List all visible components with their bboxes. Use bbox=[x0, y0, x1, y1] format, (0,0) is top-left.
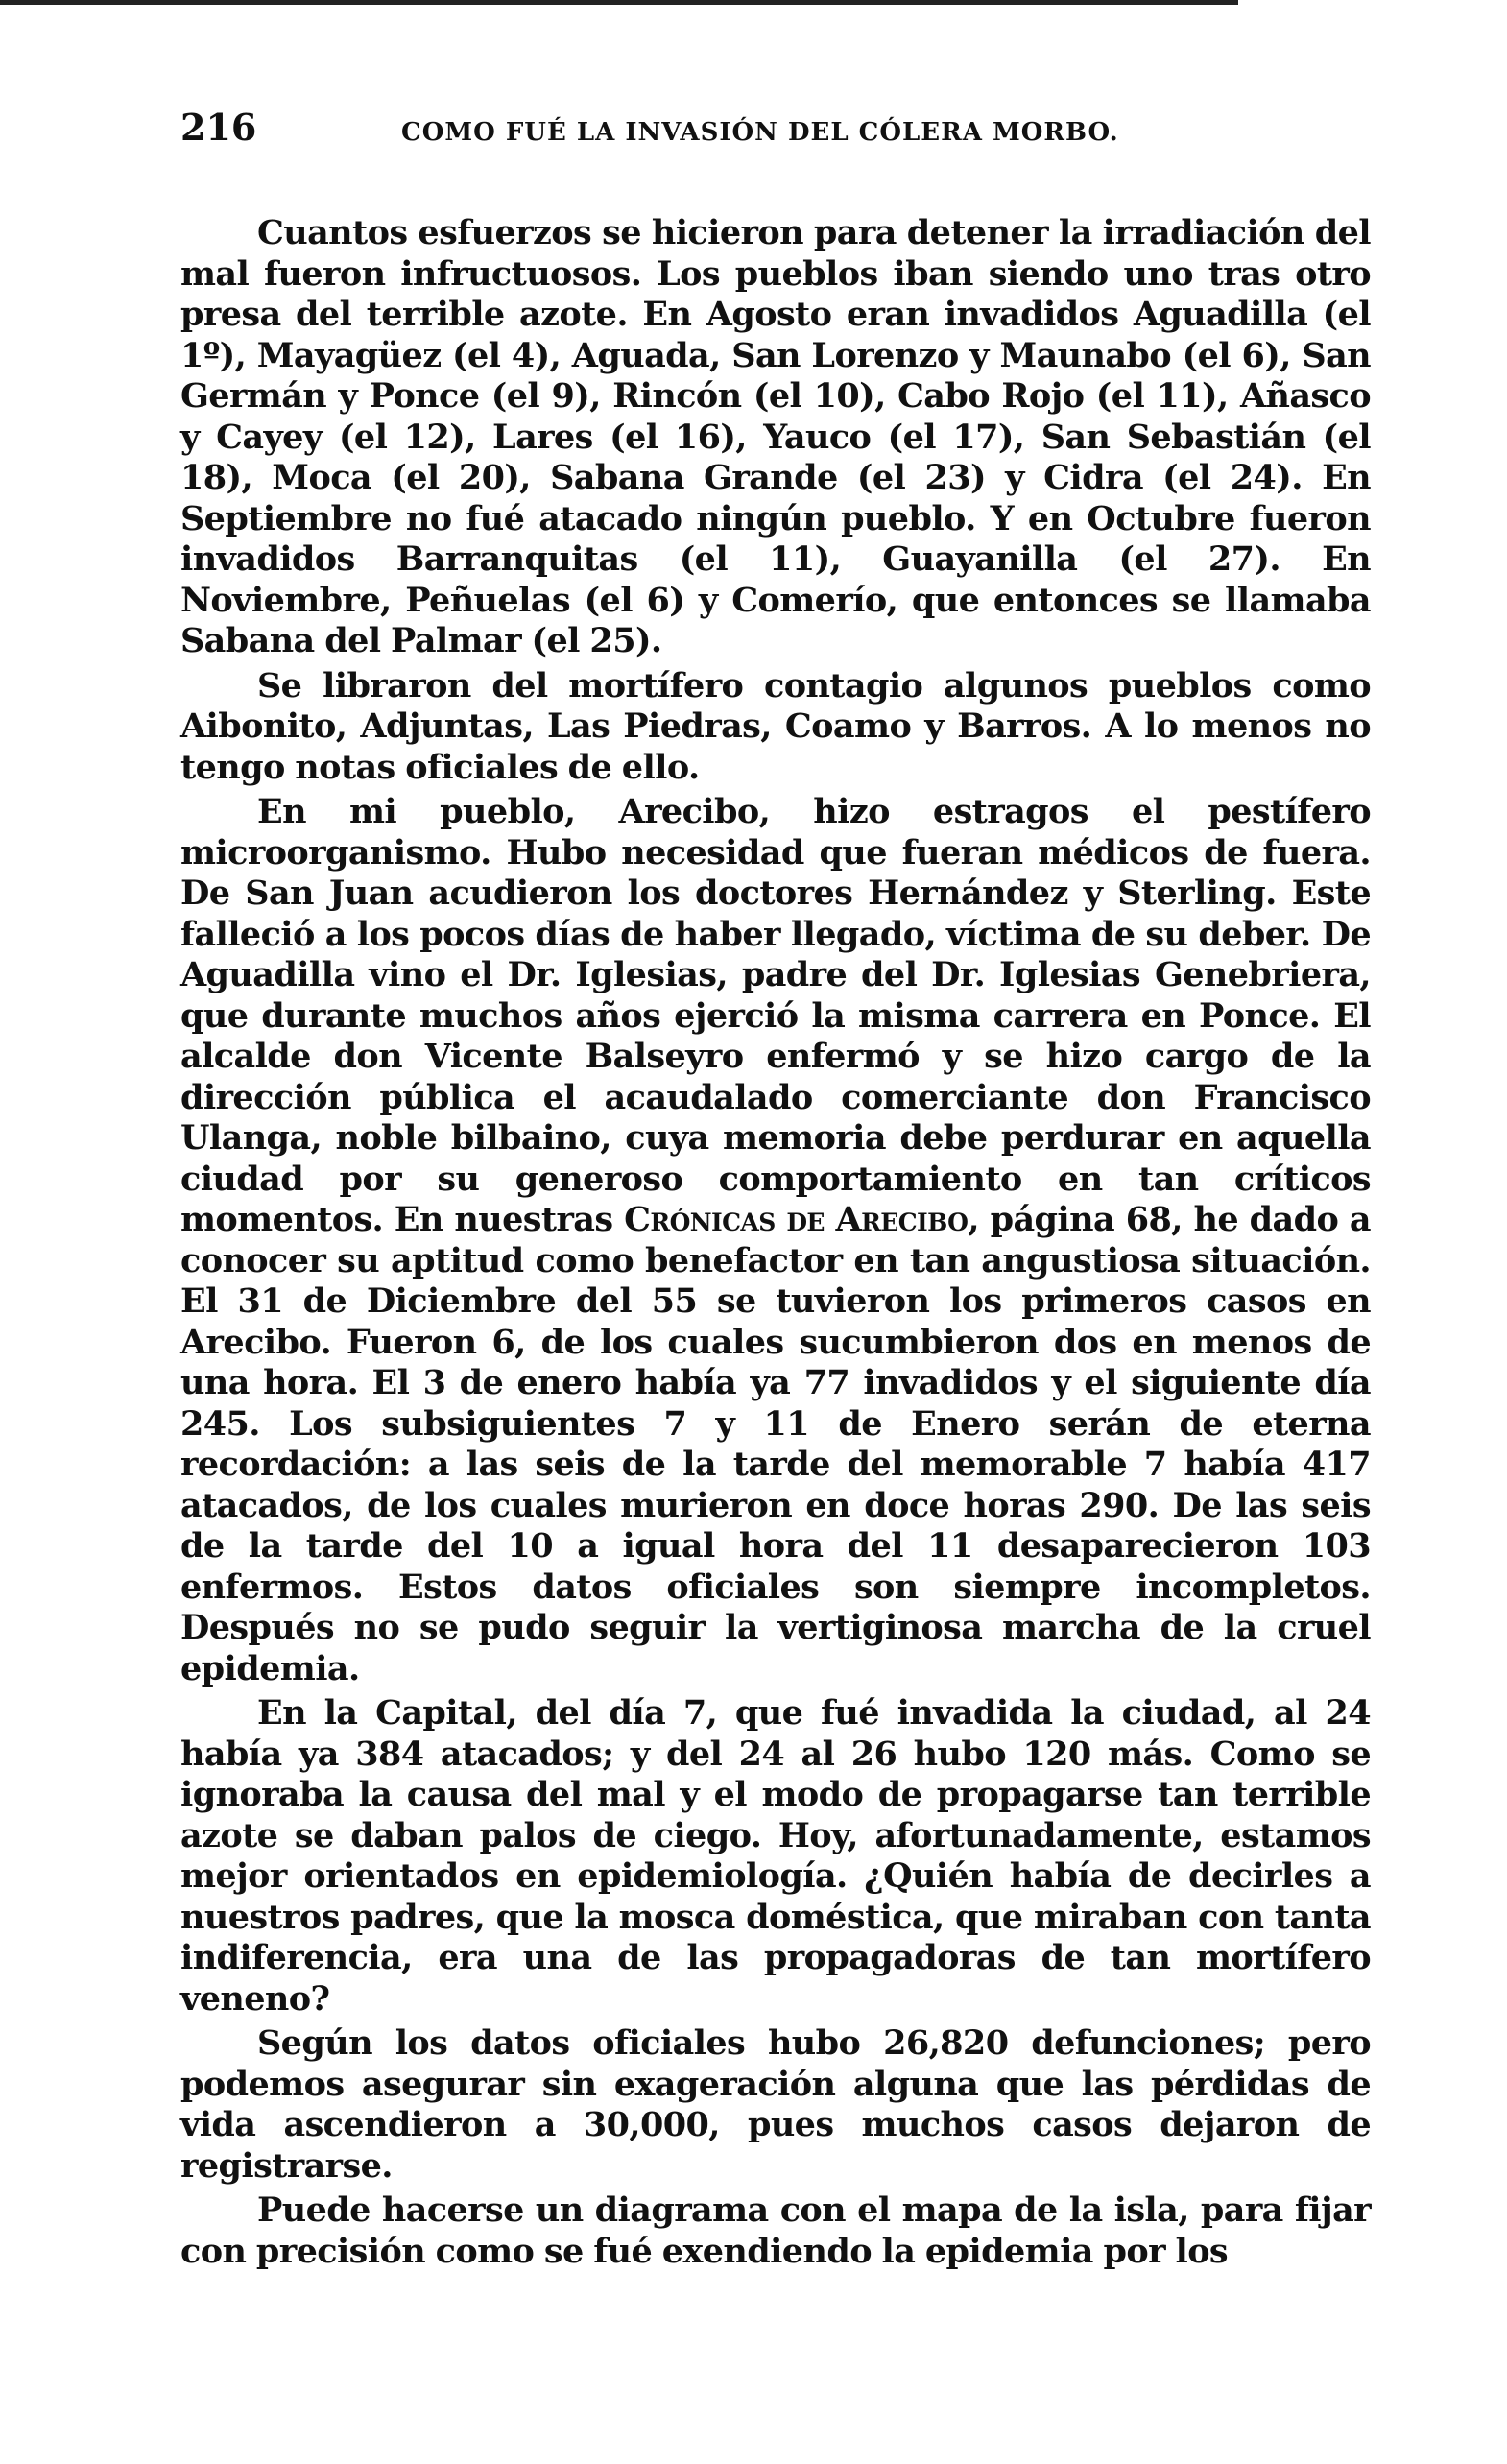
paragraph-4: En la Capital, del día 7, que fué invadida la ciudad, al 24 había ya 384 atacados; y del 24 al 26 hubo 120 más. Como se ignoraba la causa del mal y el modo de propagarse tan terrible azote se daban palos de ciego. Hoy, afortunadamente, estamos mejor orientados en epidemiología. ¿Quién había de decirles a nuestros padres, que la mosca doméstica, que miraban con tanta indiferencia, era una de las propagadoras de tan mortífero veneno? bbox=[180, 1693, 1371, 2019]
page-number: 216 bbox=[180, 106, 257, 149]
paragraph-2: Se libraron del mortífero contagio algunos pueblos como Aibonito, Adjuntas, Las Piedras, Coamo y Barros. A lo menos no tengo notas oficiales de ello. bbox=[180, 665, 1371, 787]
paragraph-1: Cuantos esfuerzos se hicieron para detener la irradiación del mal fueron infructuosos. Los pueblos iban siendo uno tras otro presa del terrible azote. En Agosto eran invadidos Aguadilla (el 1º), Mayagüez (el 4), Aguada, San Lorenzo y Maunabo (el 6), San Germán y Ponce (el 9), Rincón (el 10), Cabo Rojo (el 11), Añasco y Cayey (el 12), Lares (el 16), Yauco (el 17), San Sebastián (el 18), Moca (el 20), Sabana Grande (el 23) y Cidra (el 24). En Septiembre no fué atacado ningún pueblo. Y en Octubre fueron invadidos Barranquitas (el 11), Guayanilla (el 27). En Noviembre, Peñuelas (el 6) y Comerío, que entonces se llamaba Sabana del Palmar (el 25). bbox=[180, 213, 1371, 660]
paragraph-6: Puede hacerse un diagrama con el mapa de la isla, para fijar con precisión como se fué exendiendo la epidemia por los bbox=[180, 2190, 1371, 2271]
paragraph-3 bbox=[180, 792, 1371, 1689]
body-text bbox=[180, 213, 1371, 2272]
book-title-cronicas-de-arecibo: Crónicas de Arecibo bbox=[624, 1200, 969, 1239]
paragraph-3-text-after: , página 68, he dado a conocer su aptitud como benefactor en tan angustiosa situación. El 31 de Diciembre del 55 se tuvieron los primeros casos en Arecibo. Fueron 6, de los cuales sucumbieron dos en menos de una hora. El 3 de enero había ya 77 invadidos y el siguiente día 245. Los subsiguientes 7 y 11 de Enero serán de eterna recordación: a las seis de la tarde del memorable 7 había 417 atacados, de los cuales murieron en doce horas 290. De las seis de la tarde del 10 a igual hora del 11 desaparecieron 103 enfermos. Estos datos oficiales son siempre incompletos. Después no se pudo seguir la vertiginosa marcha de la cruel epidemia. bbox=[180, 1200, 1371, 1688]
top-border-rule bbox=[0, 0, 1238, 5]
running-title: COMO FUÉ LA INVASIÓN DEL CÓLERA MORBO. bbox=[401, 118, 1119, 147]
paragraph-5: Según los datos oficiales hubo 26,820 defunciones; pero podemos asegurar sin exageración alguna que las pérdidas de vida ascendieron a 30,000, pues muchos casos dejaron de registrarse. bbox=[180, 2023, 1371, 2186]
page-header bbox=[180, 106, 1371, 163]
book-page bbox=[180, 106, 1371, 2276]
paragraph-3-text-before: En mi pueblo, Arecibo, hizo estragos el pestífero microorganismo. Hubo necesidad que fueran médicos de fuera. De San Juan acudieron los doctores Hernández y Sterling. Este falleció a los pocos días de haber llegado, víctima de su deber. De Aguadilla vino el Dr. Iglesias, padre del Dr. Iglesias Genebriera, que durante muchos años ejerció la misma carrera en Ponce. El alcalde don Vicente Balseyro enfermó y se hizo cargo de la dirección pública el acaudalado comerciante don Francisco Ulanga, noble bilbaino, cuya memoria debe perdurar en aquella ciudad por su generoso comportamiento en tan críticos momentos. En nuestras bbox=[180, 792, 1371, 1239]
